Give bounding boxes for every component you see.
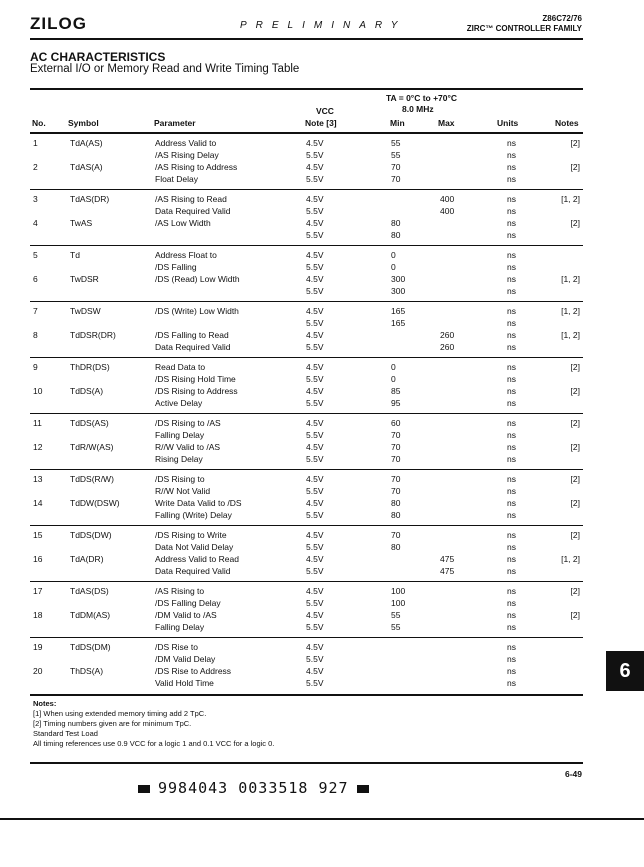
row-parameter: Falling Delay xyxy=(155,430,205,440)
row-parameter: Address Valid to xyxy=(155,138,217,148)
row-min: 55 xyxy=(391,622,401,632)
row-notes: [2] xyxy=(570,162,580,172)
row-units: ns xyxy=(507,474,516,484)
row-vcc: 4.5V xyxy=(306,586,324,596)
row-min: 165 xyxy=(391,306,406,316)
group-divider xyxy=(30,357,583,358)
row-notes: [2] xyxy=(570,474,580,484)
row-units: ns xyxy=(507,454,516,464)
row-number: 17 xyxy=(33,586,43,596)
row-min: 80 xyxy=(391,218,401,228)
header-rule xyxy=(30,38,583,40)
row-vcc: 4.5V xyxy=(306,362,324,372)
row-min: 70 xyxy=(391,486,401,496)
row-number: 18 xyxy=(33,610,43,620)
row-min: 80 xyxy=(391,230,401,240)
row-min: 55 xyxy=(391,610,401,620)
row-parameter: /AS Rising to Address xyxy=(155,162,238,172)
col-vcc-note: Note [3] xyxy=(305,118,337,128)
page-title: AC CHARACTERISTICS xyxy=(30,50,166,64)
row-symbol: TdDSR(DR) xyxy=(70,330,116,340)
row-parameter: Falling (Write) Delay xyxy=(155,510,232,520)
row-min: 70 xyxy=(391,474,401,484)
row-vcc: 5.5V xyxy=(306,262,324,272)
row-vcc: 4.5V xyxy=(306,442,324,452)
row-parameter: Valid Hold Time xyxy=(155,678,214,688)
row-parameter: Data Not Valid Delay xyxy=(155,542,234,552)
row-notes: [2] xyxy=(570,218,580,228)
group-divider xyxy=(30,637,583,638)
row-parameter: /DS Rising Hold Time xyxy=(155,374,236,384)
row-min: 100 xyxy=(391,586,406,596)
row-units: ns xyxy=(507,554,516,564)
row-vcc: 5.5V xyxy=(306,342,324,352)
row-notes: [2] xyxy=(570,498,580,508)
group-divider xyxy=(30,301,583,302)
row-number: 3 xyxy=(33,194,38,204)
row-notes: [2] xyxy=(570,362,580,372)
row-symbol: TdA(AS) xyxy=(70,138,103,148)
row-units: ns xyxy=(507,510,516,520)
row-min: 300 xyxy=(391,286,406,296)
row-parameter: Falling Delay xyxy=(155,622,205,632)
row-vcc: 5.5V xyxy=(306,654,324,664)
barcode-mark-left xyxy=(138,785,150,793)
row-symbol: TwDSW xyxy=(70,306,101,316)
row-units: ns xyxy=(507,374,516,384)
row-units: ns xyxy=(507,362,516,372)
section-tab: 6 xyxy=(606,651,644,691)
row-min: 95 xyxy=(391,398,401,408)
row-vcc: 4.5V xyxy=(306,218,324,228)
row-parameter: Data Required Valid xyxy=(155,342,231,352)
row-units: ns xyxy=(507,138,516,148)
row-min: 60 xyxy=(391,418,401,428)
row-min: 55 xyxy=(391,150,401,160)
row-units: ns xyxy=(507,330,516,340)
row-units: ns xyxy=(507,162,516,172)
row-number: 1 xyxy=(33,138,38,148)
col-no: No. xyxy=(32,118,46,128)
row-min: 70 xyxy=(391,162,401,172)
row-parameter: Write Data Valid to /DS xyxy=(155,498,242,508)
row-units: ns xyxy=(507,386,516,396)
row-symbol: ThDS(A) xyxy=(70,666,104,676)
row-units: ns xyxy=(507,486,516,496)
row-units: ns xyxy=(507,342,516,352)
row-vcc: 4.5V xyxy=(306,386,324,396)
row-symbol: TdDS(R/W) xyxy=(70,474,114,484)
row-parameter: /DS Rising to Write xyxy=(155,530,227,540)
row-min: 0 xyxy=(391,250,396,260)
group-divider xyxy=(30,189,583,190)
row-min: 80 xyxy=(391,510,401,520)
group-divider xyxy=(30,525,583,526)
row-units: ns xyxy=(507,530,516,540)
row-vcc: 5.5V xyxy=(306,510,324,520)
row-parameter: Rising Delay xyxy=(155,454,203,464)
row-vcc: 4.5V xyxy=(306,306,324,316)
page-subtitle: External I/O or Memory Read and Write Timing Table xyxy=(30,63,300,75)
row-vcc: 4.5V xyxy=(306,610,324,620)
group-divider xyxy=(30,581,583,582)
row-notes: [2] xyxy=(570,442,580,452)
group-divider xyxy=(30,413,583,414)
row-max: 400 xyxy=(440,206,455,216)
row-parameter: /AS Low Width xyxy=(155,218,211,228)
row-units: ns xyxy=(507,206,516,216)
footer-rule xyxy=(30,762,583,764)
row-parameter: /DS (Write) Low Width xyxy=(155,306,239,316)
row-units: ns xyxy=(507,398,516,408)
group-divider xyxy=(30,245,583,246)
preliminary-label: PRELIMINARY xyxy=(240,20,407,31)
header-right xyxy=(467,14,582,34)
table-top-rule xyxy=(30,88,583,90)
row-parameter: /DS Falling xyxy=(155,262,197,272)
row-vcc: 5.5V xyxy=(306,398,324,408)
row-min: 70 xyxy=(391,530,401,540)
row-vcc: 4.5V xyxy=(306,418,324,428)
row-units: ns xyxy=(507,610,516,620)
row-units: ns xyxy=(507,598,516,608)
row-number: 6 xyxy=(33,274,38,284)
row-vcc: 5.5V xyxy=(306,454,324,464)
row-units: ns xyxy=(507,150,516,160)
row-vcc: 5.5V xyxy=(306,598,324,608)
row-parameter: /DS Falling Delay xyxy=(155,598,221,608)
product-family: ZIRC™ CONTROLLER FAMILY xyxy=(466,24,582,33)
row-min: 55 xyxy=(391,138,401,148)
row-notes: [1, 2] xyxy=(561,274,580,284)
page-number: 6-49 xyxy=(565,769,583,779)
note-line: All timing references use 0.9 VCC for a logic 1 and 0.1 VCC for a logic 0. xyxy=(33,739,275,748)
row-symbol: TdAS(DR) xyxy=(70,194,110,204)
row-symbol: TdA(DR) xyxy=(70,554,104,564)
row-vcc: 4.5V xyxy=(306,138,324,148)
row-parameter: Read Data to xyxy=(155,362,206,372)
row-vcc: 4.5V xyxy=(306,498,324,508)
row-parameter: /DS Rise to xyxy=(155,642,198,652)
row-symbol: TdR/W(AS) xyxy=(70,442,114,452)
group-divider xyxy=(30,469,583,470)
row-units: ns xyxy=(507,542,516,552)
row-vcc: 5.5V xyxy=(306,542,324,552)
row-vcc: 5.5V xyxy=(306,206,324,216)
row-notes: [1, 2] xyxy=(561,306,580,316)
row-parameter: /DM Valid to /AS xyxy=(155,610,217,620)
row-parameter: /AS Rising Delay xyxy=(155,150,219,160)
row-vcc: 4.5V xyxy=(306,274,324,284)
row-units: ns xyxy=(507,218,516,228)
row-min: 70 xyxy=(391,454,401,464)
row-vcc: 5.5V xyxy=(306,174,324,184)
row-min: 70 xyxy=(391,430,401,440)
row-notes: [1, 2] xyxy=(561,554,580,564)
row-units: ns xyxy=(507,230,516,240)
row-number: 8 xyxy=(33,330,38,340)
row-number: 7 xyxy=(33,306,38,316)
barcode-text: 9984043 0033518 927 xyxy=(158,779,349,797)
note-line: [1] When using extended memory timing add 2 TpC. xyxy=(33,709,207,718)
row-units: ns xyxy=(507,654,516,664)
row-number: 11 xyxy=(33,418,42,428)
row-parameter: /AS Rising to Read xyxy=(155,194,227,204)
row-number: 16 xyxy=(33,554,43,564)
col-vcc: VCC xyxy=(316,106,334,116)
barcode xyxy=(130,779,377,797)
row-vcc: 4.5V xyxy=(306,530,324,540)
row-notes: [2] xyxy=(570,138,580,148)
row-units: ns xyxy=(507,666,516,676)
row-number: 15 xyxy=(33,530,43,540)
notes-title: Notes: xyxy=(33,699,57,708)
col-parameter: Parameter xyxy=(154,118,196,128)
notes-block xyxy=(33,699,274,749)
row-units: ns xyxy=(507,318,516,328)
row-vcc: 5.5V xyxy=(306,286,324,296)
row-units: ns xyxy=(507,622,516,632)
row-units: ns xyxy=(507,286,516,296)
row-min: 0 xyxy=(391,374,396,384)
row-units: ns xyxy=(507,418,516,428)
row-vcc: 5.5V xyxy=(306,622,324,632)
row-max: 260 xyxy=(440,330,455,340)
col-symbol: Symbol xyxy=(68,118,99,128)
row-vcc: 5.5V xyxy=(306,374,324,384)
row-parameter: /AS Rising to xyxy=(155,586,205,596)
row-units: ns xyxy=(507,442,516,452)
row-parameter: /DS Rising to /AS xyxy=(155,418,221,428)
row-symbol: TdDS(A) xyxy=(70,386,104,396)
row-symbol: TdDW(DSW) xyxy=(70,498,120,508)
row-parameter: R//W Valid to /AS xyxy=(155,442,221,452)
row-notes: [2] xyxy=(570,418,580,428)
header-bottom-rule xyxy=(30,132,583,134)
row-notes: [2] xyxy=(570,530,580,540)
col-units: Units xyxy=(497,118,519,128)
row-number: 2 xyxy=(33,162,38,172)
row-units: ns xyxy=(507,262,516,272)
row-max: 475 xyxy=(440,554,455,564)
row-symbol: TdDS(AS) xyxy=(70,418,109,428)
row-min: 80 xyxy=(391,542,401,552)
row-parameter: R//W Not Valid xyxy=(155,486,211,496)
row-units: ns xyxy=(507,306,516,316)
row-vcc: 4.5V xyxy=(306,194,324,204)
row-symbol: TdAS(A) xyxy=(70,162,103,172)
row-vcc: 4.5V xyxy=(306,666,324,676)
row-vcc: 5.5V xyxy=(306,230,324,240)
row-number: 13 xyxy=(33,474,43,484)
row-parameter: /DS Rising to xyxy=(155,474,205,484)
row-vcc: 5.5V xyxy=(306,486,324,496)
row-min: 0 xyxy=(391,262,396,272)
row-vcc: 5.5V xyxy=(306,566,324,576)
row-notes: [2] xyxy=(570,610,580,620)
barcode-mark-right xyxy=(357,785,369,793)
zilog-logo: ZILOG xyxy=(30,14,87,33)
row-notes: [2] xyxy=(570,386,580,396)
row-parameter: /DM Valid Delay xyxy=(155,654,216,664)
row-vcc: 5.5V xyxy=(306,430,324,440)
row-number: 4 xyxy=(33,218,38,228)
row-vcc: 4.5V xyxy=(306,162,324,172)
row-min: 0 xyxy=(391,362,396,372)
row-vcc: 4.5V xyxy=(306,330,324,340)
product-number: Z86C72/76 xyxy=(542,14,582,23)
row-notes: [1, 2] xyxy=(561,330,580,340)
row-units: ns xyxy=(507,678,516,688)
row-max: 400 xyxy=(440,194,455,204)
table-bottom-rule xyxy=(30,694,583,696)
row-parameter: /DS (Read) Low Width xyxy=(155,274,240,284)
row-min: 300 xyxy=(391,274,406,284)
row-max: 260 xyxy=(440,342,455,352)
row-parameter: /DS Falling to Read xyxy=(155,330,229,340)
page-bottom-rule xyxy=(0,818,644,820)
row-vcc: 5.5V xyxy=(306,150,324,160)
row-symbol: TwDSR xyxy=(70,274,99,284)
note-line: Standard Test Load xyxy=(33,729,98,738)
row-number: 5 xyxy=(33,250,38,260)
row-symbol: TdAS(DS) xyxy=(70,586,109,596)
note-line: [2] Timing numbers given are for minimum TpC. xyxy=(33,719,192,728)
row-symbol: Td xyxy=(70,250,80,260)
row-parameter: Active Delay xyxy=(155,398,203,408)
row-vcc: 5.5V xyxy=(306,678,324,688)
frequency-condition: 8.0 MHz xyxy=(402,104,434,114)
row-max: 475 xyxy=(440,566,455,576)
row-min: 100 xyxy=(391,598,406,608)
temperature-condition: TA = 0°C to +70°C xyxy=(386,93,458,103)
row-units: ns xyxy=(507,642,516,652)
row-units: ns xyxy=(507,566,516,576)
row-min: 165 xyxy=(391,318,406,328)
row-units: ns xyxy=(507,194,516,204)
row-units: ns xyxy=(507,430,516,440)
row-vcc: 4.5V xyxy=(306,250,324,260)
col-min: Min xyxy=(390,118,405,128)
row-min: 70 xyxy=(391,442,401,452)
row-number: 20 xyxy=(33,666,43,676)
row-symbol: TdDM(AS) xyxy=(70,610,111,620)
row-min: 80 xyxy=(391,498,401,508)
row-units: ns xyxy=(507,274,516,284)
row-number: 19 xyxy=(33,642,43,652)
row-parameter: Data Required Valid xyxy=(155,206,231,216)
row-notes: [2] xyxy=(570,586,580,596)
row-number: 12 xyxy=(33,442,43,452)
row-number: 9 xyxy=(33,362,38,372)
row-parameter: Address Valid to Read xyxy=(155,554,239,564)
row-vcc: 4.5V xyxy=(306,554,324,564)
row-units: ns xyxy=(507,586,516,596)
row-vcc: 5.5V xyxy=(306,318,324,328)
row-min: 70 xyxy=(391,174,401,184)
row-units: ns xyxy=(507,174,516,184)
row-symbol: TwAS xyxy=(70,218,93,228)
row-units: ns xyxy=(507,250,516,260)
col-notes: Notes xyxy=(555,118,579,128)
col-max: Max xyxy=(438,118,455,128)
row-parameter: Address Float to xyxy=(155,250,217,260)
row-parameter: /DS Rising to Address xyxy=(155,386,238,396)
row-min: 85 xyxy=(391,386,401,396)
row-parameter: Data Required Valid xyxy=(155,566,231,576)
row-parameter: Float Delay xyxy=(155,174,198,184)
row-symbol: TdDS(DW) xyxy=(70,530,112,540)
row-units: ns xyxy=(507,498,516,508)
row-parameter: /DS Rise to Address xyxy=(155,666,232,676)
row-number: 14 xyxy=(33,498,43,508)
row-vcc: 4.5V xyxy=(306,474,324,484)
row-number: 10 xyxy=(33,386,43,396)
row-notes: [1, 2] xyxy=(561,194,580,204)
row-vcc: 4.5V xyxy=(306,642,324,652)
row-symbol: TdDS(DM) xyxy=(70,642,111,652)
row-symbol: ThDR(DS) xyxy=(70,362,110,372)
